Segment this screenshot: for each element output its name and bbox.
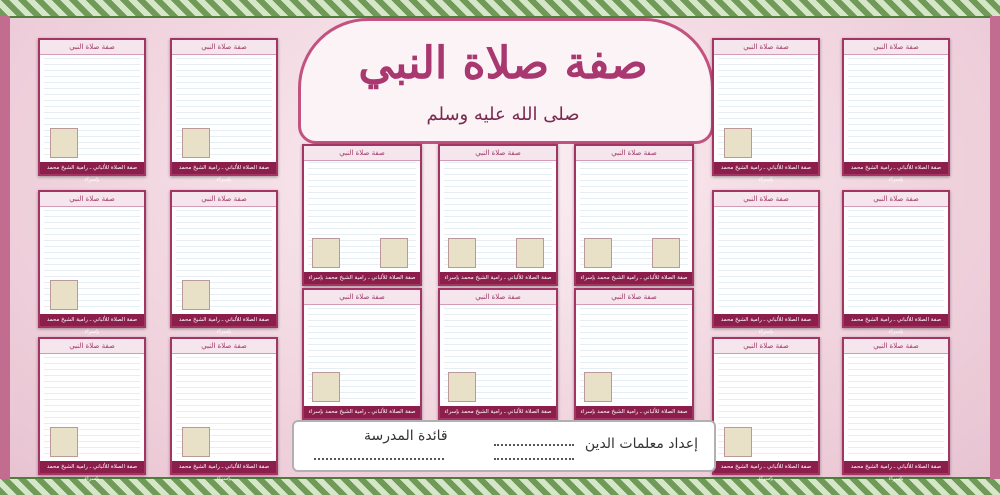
- bottom-border: [0, 477, 1000, 495]
- card: صفة صلاة النبي صفة الصلاة للألباني ـ رامية الشيخ محمد بإسراء: [712, 337, 820, 475]
- signature-line: [494, 458, 574, 460]
- card: صفة صلاة النبي صفة الصلاة للألباني ـ رامية الشيخ محمد بإسراء: [302, 144, 422, 286]
- illustration: [448, 238, 476, 268]
- illustration: [448, 372, 476, 402]
- illustration: [724, 128, 752, 158]
- illustration: [584, 372, 612, 402]
- illustration: [312, 238, 340, 268]
- signature-line: [314, 458, 444, 460]
- illustration: [584, 238, 612, 268]
- signature-line: [494, 444, 574, 446]
- poster-title: صفة صلاة النبي: [358, 38, 648, 89]
- card: صفة صلاة النبي صفة الصلاة للألباني ـ رامية الشيخ محمد بإسراء: [170, 38, 278, 176]
- left-edge: [0, 16, 10, 479]
- illustration: [652, 238, 680, 268]
- illustration: [312, 372, 340, 402]
- signature-box: [292, 420, 716, 472]
- illustration: [724, 427, 752, 457]
- card: صفة صلاة النبي صفة الصلاة للألباني ـ رامية الشيخ محمد بإسراء: [170, 337, 278, 475]
- illustration: [50, 128, 78, 158]
- principal-label: قائدة المدرسة: [364, 428, 448, 444]
- card: صفة صلاة النبي صفة الصلاة للألباني ـ رامية الشيخ محمد بإسراء: [38, 337, 146, 475]
- card: صفة صلاة النبي صفة الصلاة للألباني ـ رامية الشيخ محمد بإسراء: [38, 190, 146, 328]
- card: صفة صلاة النبي صفة الصلاة للألباني ـ رامية الشيخ محمد بإسراء: [574, 144, 694, 286]
- prepared-by-label: إعداد معلمات الدين: [584, 436, 698, 452]
- top-border: [0, 0, 1000, 18]
- card: صفة صلاة النبي صفة الصلاة للألباني ـ رامية الشيخ محمد بإسراء: [712, 38, 820, 176]
- card: صفة صلاة النبي صفة الصلاة للألباني ـ رامية الشيخ محمد بإسراء: [38, 38, 146, 176]
- illustration: [50, 280, 78, 310]
- illustration: [182, 427, 210, 457]
- card: صفة صلاة النبي صفة الصلاة للألباني ـ رامية الشيخ محمد بإسراء: [302, 288, 422, 420]
- card: صفة صلاة النبي صفة الصلاة للألباني ـ رامية الشيخ محمد بإسراء: [574, 288, 694, 420]
- card: صفة صلاة النبي صفة الصلاة للألباني ـ رامية الشيخ محمد بإسراء: [712, 190, 820, 328]
- card: صفة صلاة النبي صفة الصلاة للألباني ـ رامية الشيخ محمد بإسراء: [842, 38, 950, 176]
- card: صفة صلاة النبي صفة الصلاة للألباني ـ رامية الشيخ محمد بإسراء: [438, 144, 558, 286]
- illustration: [380, 238, 408, 268]
- right-edge: [990, 16, 1000, 479]
- poster-subtitle: صلى الله عليه وسلم: [426, 104, 580, 125]
- illustration: [182, 128, 210, 158]
- illustration: [50, 427, 78, 457]
- illustration: [182, 280, 210, 310]
- card: صفة صلاة النبي صفة الصلاة للألباني ـ رامية الشيخ محمد بإسراء: [170, 190, 278, 328]
- card: صفة صلاة النبي صفة الصلاة للألباني ـ رامية الشيخ محمد بإسراء: [438, 288, 558, 420]
- illustration: [516, 238, 544, 268]
- card: صفة صلاة النبي صفة الصلاة للألباني ـ رامية الشيخ محمد بإسراء: [842, 190, 950, 328]
- card: صفة صلاة النبي صفة الصلاة للألباني ـ رامية الشيخ محمد بإسراء: [842, 337, 950, 475]
